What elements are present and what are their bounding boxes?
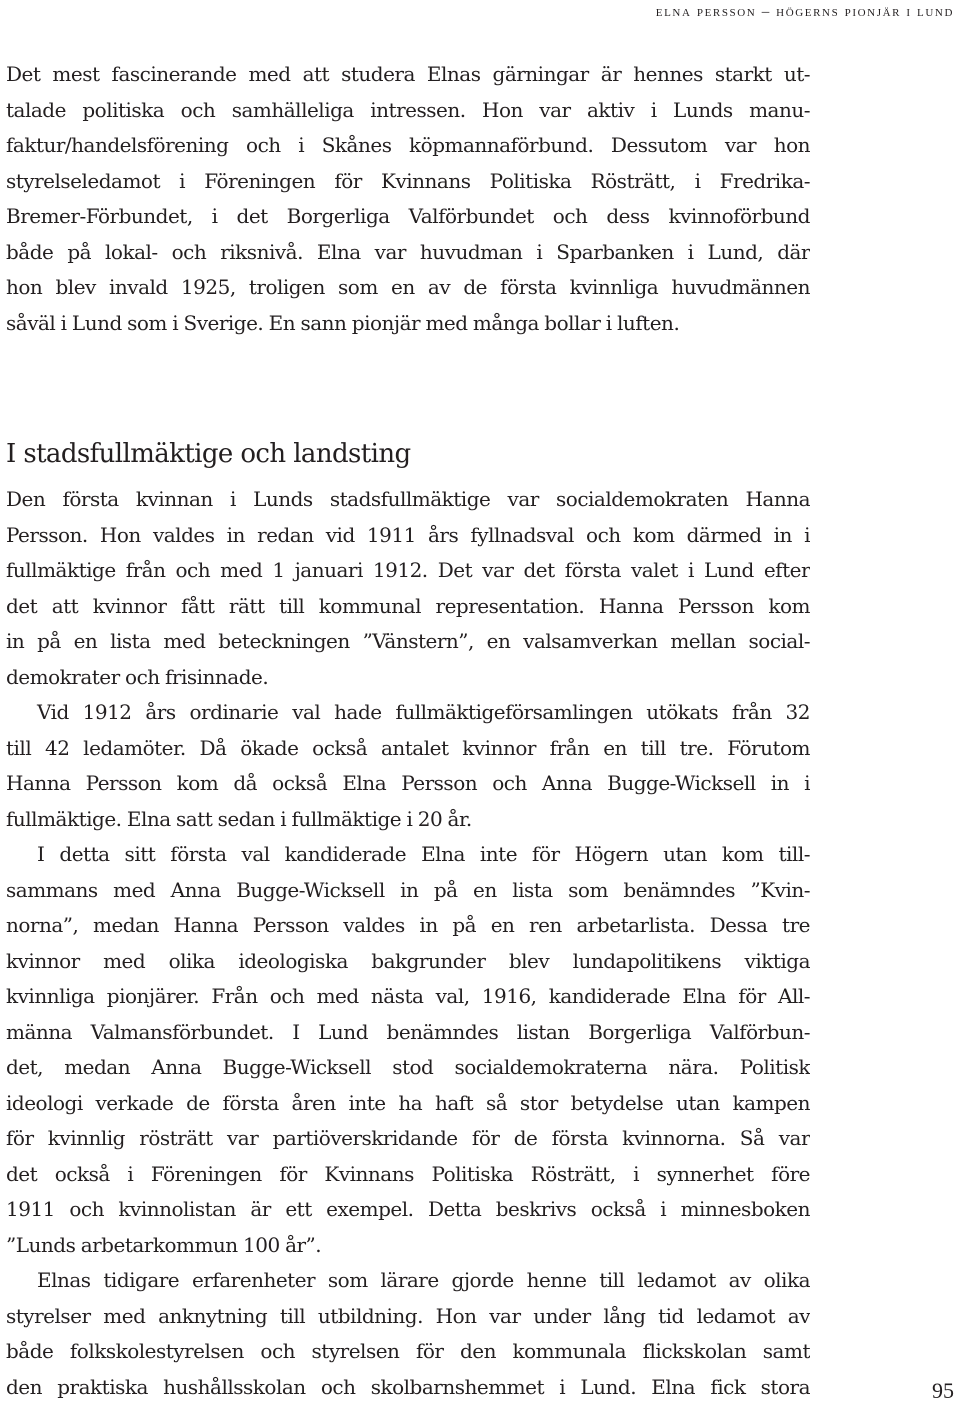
text-line: norna”, medan Hanna Persson valdes in på en ren arbetarlista. Dessa tre: [6, 913, 810, 937]
text-line: kvinnliga pionjärer. Från och med nästa val, 1916, kandiderade Elna för All-: [6, 984, 810, 1008]
text-line: demokrater och frisinnade.: [6, 664, 269, 689]
text-line: det, medan Anna Bugge-Wicksell stod socialdemokraterna nära. Politisk: [6, 1055, 810, 1079]
text-line: fullmäktige från och med 1 januari 1912. Det var det första valet i Lund efter: [6, 558, 810, 582]
text-line: 1911 och kvinnolistan är ett exempel. Detta beskrivs också i minnesboken: [6, 1197, 810, 1221]
text-line: Bremer-Förbundet, i det Borgerliga Valförbundet och dess kvinnoförbund: [6, 204, 810, 228]
text-line: Det mest fascinerande med att studera Elnas gärningar är hennes starkt ut-: [6, 62, 810, 86]
text-line: den praktiska hushållsskolan och skolbarnshemmet i Lund. Elna fick stora: [6, 1374, 810, 1399]
text-line: det också i Föreningen för Kvinnans Politiska Rösträtt, i synnerhet före: [6, 1161, 810, 1186]
text-line: kvinnor med olika ideologiska bakgrunder blev lundapolitikens viktiga: [6, 948, 810, 973]
text-line: in på en lista med beteckningen ”Vänstern”, en valsamverkan mellan social-: [6, 629, 810, 653]
text-line: sammans med Anna Bugge-Wicksell in på en lista som benämndes ”Kvin-: [6, 877, 810, 902]
text-line: talade politiska och samhälleliga intressen. Hon var aktiv i Lunds manu-: [6, 97, 810, 122]
text-line: Den första kvinnan i Lunds stadsfullmäktige var socialdemokraten Hanna: [6, 487, 810, 511]
text-line: både folkskolestyrelsen och styrelsen för den kommunala flickskolan samt: [6, 1339, 810, 1363]
text-line: både på lokal- och riksnivå. Elna var huvudman i Sparbanken i Lund, där: [6, 239, 810, 264]
page-number: 95: [932, 1378, 954, 1403]
text-line: ”Lunds arbetarkommun 100 år”.: [6, 1232, 322, 1257]
text-line: Elnas tidigare erfarenheter som lärare gjorde henne till ledamot av olika: [37, 1268, 810, 1292]
text-line: Persson. Hon valdes in redan vid 1911 års fyllnadsval och kom därmed in i: [6, 522, 810, 547]
text-line: Vid 1912 års ordinarie val hade fullmäktigeförsamlingen utökats från 32: [37, 700, 810, 724]
text-line: faktur/handelsförening och i Skånes köpmannaförbund. Dessutom var hon: [6, 133, 810, 157]
text-line: för kvinnlig rösträtt var partiöverskridande för de första kvinnorna. Så var: [6, 1126, 810, 1150]
text-line: det att kvinnor fått rätt till kommunal representation. Hanna Persson kom: [6, 593, 810, 618]
text-line: fullmäktige. Elna satt sedan i fullmäktige i 20 år.: [6, 806, 472, 831]
text-line: till 42 ledamöter. Då ökade också antalet kvinnor från en till tre. Förutom: [6, 735, 810, 760]
text-line: styrelseledamot i Föreningen för Kvinnans Politiska Rösträtt, i Fredrika-: [6, 168, 810, 193]
running-header: elna persson – högerns pionjär i lund: [655, 4, 954, 20]
section-body: [6, 482, 810, 1405]
text-line: hon blev invald 1925, troligen som en av de första kvinnliga huvudmännen: [6, 275, 810, 299]
text-line: såväl i Lund som i Sverige. En sann pionjär med många bollar i luften.: [6, 310, 680, 335]
text-line: ideologi verkade de första åren inte ha haft så stor betydelse utan kampen: [6, 1090, 810, 1115]
section-heading: I stadsfullmäktige och landsting: [6, 439, 411, 469]
text-line: männa Valmansförbundet. I Lund benämndes listan Borgerliga Valförbun-: [6, 1019, 810, 1044]
intro-paragraph: [6, 57, 810, 341]
text-line: styrelser med anknytning till utbildning. Hon var under lång tid ledamot av: [6, 1303, 810, 1328]
text-line: Hanna Persson kom då också Elna Persson och Anna Bugge-Wicksell in i: [6, 771, 810, 795]
text-line: I detta sitt första val kandiderade Elna inte för Högern utan kom till-: [37, 842, 810, 866]
